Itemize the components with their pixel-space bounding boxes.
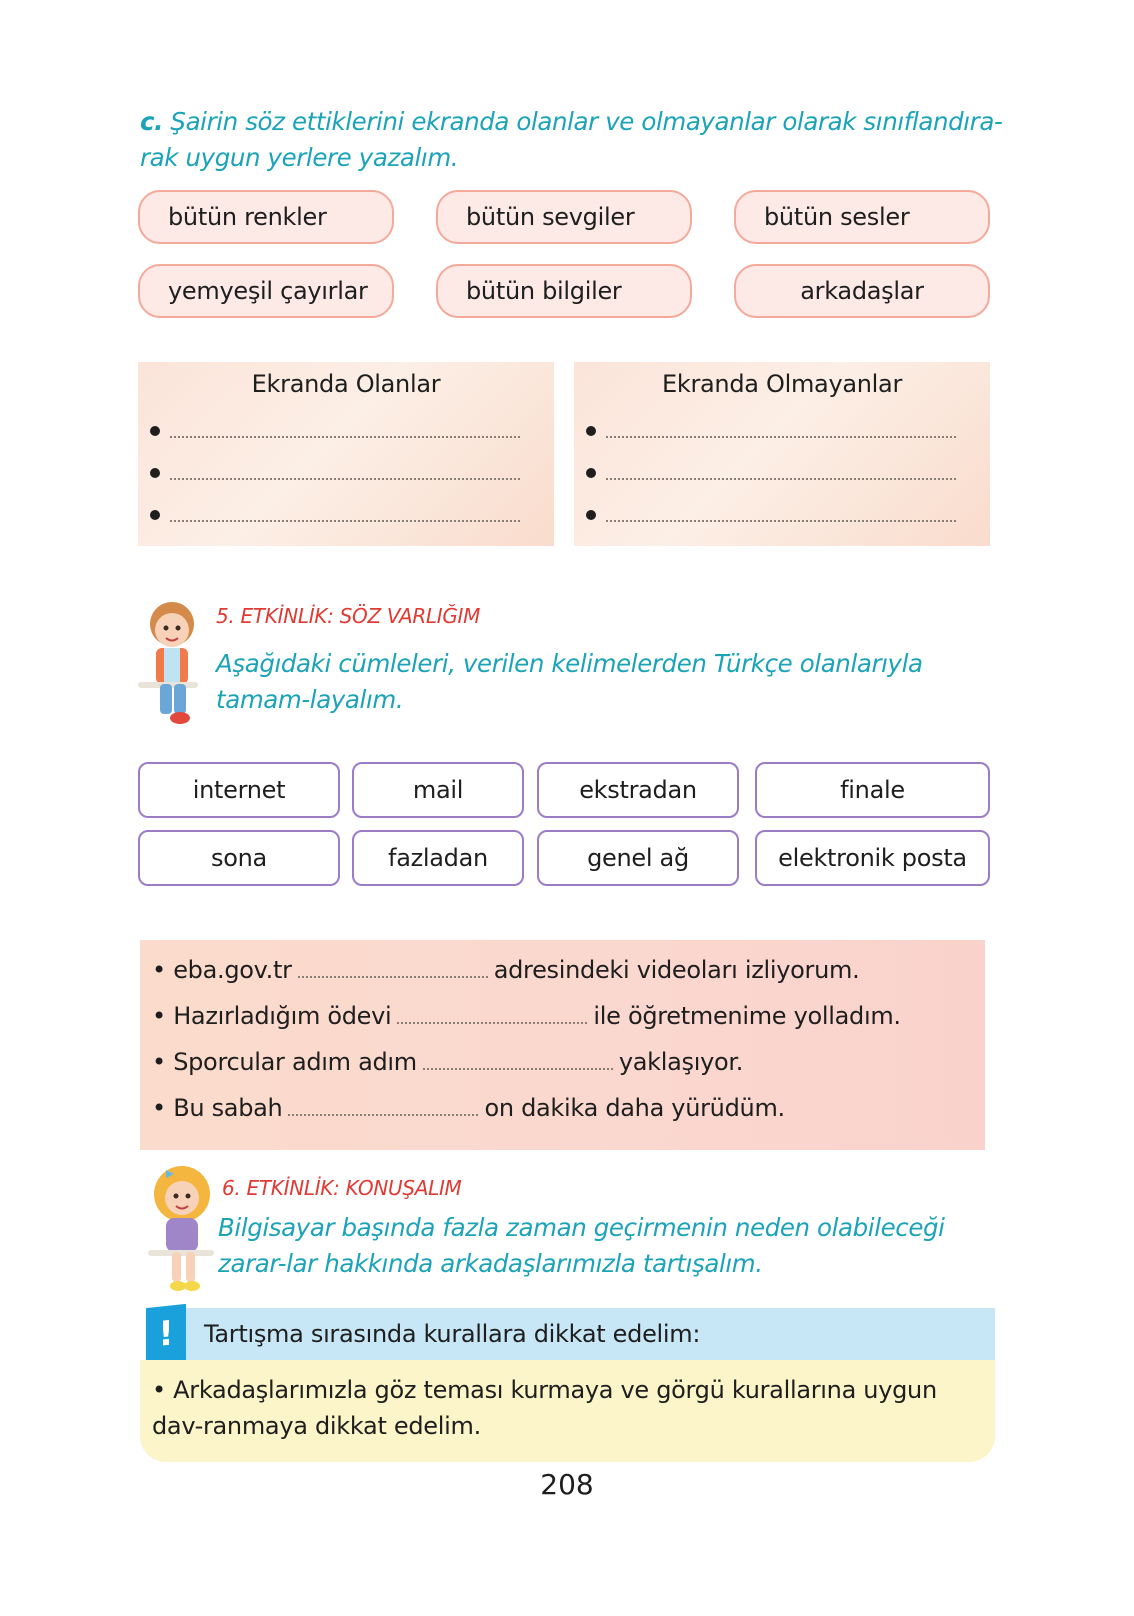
word-box: fazladan — [352, 830, 524, 886]
boy-character-illustration — [134, 598, 210, 728]
sentence-before: Bu sabah — [173, 1094, 283, 1122]
answer-line[interactable] — [586, 418, 956, 443]
word-box: internet — [138, 762, 340, 818]
sentence-after: adresindeki videoları izliyorum. — [493, 956, 860, 984]
sentence-after: ile öğretmenime yolladım. — [593, 1002, 901, 1030]
note-body-text: • Arkadaşlarımızla göz teması kurmaya ve görgü kurallarına uygun dav-ranmaya dikkat edelim. — [152, 1376, 937, 1440]
sentence-before: Sporcular adım adım — [173, 1048, 417, 1076]
blank-line[interactable] — [423, 1058, 613, 1070]
section-c-instruction — [140, 104, 1020, 176]
girl-character-illustration — [146, 1164, 220, 1294]
answer-line[interactable] — [150, 460, 520, 485]
note-title: Tartışma sırasında kurallara dikkat edelim: — [204, 1320, 701, 1348]
answer-line[interactable] — [586, 460, 956, 485]
answer-line[interactable] — [586, 502, 956, 527]
word-box: elektronik posta — [755, 830, 990, 886]
word-pill: bütün sesler — [734, 190, 990, 244]
activity-5-instruction: Aşağıdaki cümleleri, verilen kelimelerden Türkçe olanlarıyla tamam-layalım. — [216, 649, 923, 714]
word-box: mail — [352, 762, 524, 818]
word-pill: yemyeşil çayırlar — [138, 264, 394, 318]
sentence-before: Hazırladığım ödevi — [173, 1002, 392, 1030]
word-pill: bütün bilgiler — [436, 264, 692, 318]
page-number: 208 — [540, 1468, 594, 1501]
activity-6-title: 6. ETKİNLİK: KONUŞALIM — [222, 1176, 462, 1200]
blank-line[interactable] — [397, 1012, 587, 1024]
word-pill: bütün sevgiler — [436, 190, 692, 244]
activity-6-instruction: Bilgisayar başında fazla zaman geçirmenin neden olabileceği zarar-lar hakkında arkadaşlarımızla tartışalım. — [218, 1213, 945, 1278]
word-box: finale — [755, 762, 990, 818]
sentence-item: • Hazırladığım ödevi ile öğretmenime yolladım. — [152, 1002, 901, 1030]
answer-line[interactable] — [150, 502, 520, 527]
word-pill: arkadaşlar — [734, 264, 990, 318]
blank-line[interactable] — [288, 1104, 478, 1116]
column-title: Ekranda Olanlar — [251, 370, 441, 398]
word-box: ekstradan — [537, 762, 739, 818]
sentence-after: yaklaşıyor. — [618, 1048, 744, 1076]
word-box: genel ağ — [537, 830, 739, 886]
on-screen-list — [138, 362, 554, 546]
activity-5-title: 5. ETKİNLİK: SÖZ VARLIĞIM — [216, 604, 481, 628]
section-c-instruction-text: Şairin söz ettiklerini ekranda olanlar ve olmayanlar olarak sınıflandıra-rak uygun yerlere yazalım. — [140, 107, 1003, 172]
word-box: sona — [138, 830, 340, 886]
sentence-after: on dakika daha yürüdüm. — [484, 1094, 785, 1122]
sentence-item: • Bu sabah on dakika daha yürüdüm. — [152, 1094, 785, 1122]
sentence-panel — [140, 940, 985, 1150]
word-pill: bütün renkler — [138, 190, 394, 244]
note-body — [140, 1360, 995, 1462]
note-header — [180, 1308, 995, 1360]
blank-line[interactable] — [298, 966, 488, 978]
answer-line[interactable] — [150, 418, 520, 443]
off-screen-list — [574, 362, 990, 546]
exclamation-icon: ! — [146, 1304, 186, 1364]
column-title: Ekranda Olmayanlar — [661, 370, 903, 398]
sentence-before: eba.gov.tr — [173, 956, 292, 984]
section-c-label: c. — [140, 107, 164, 136]
sentence-item: • Sporcular adım adım yaklaşıyor. — [152, 1048, 744, 1076]
sentence-item: • eba.gov.tr adresindeki videoları izliyorum. — [152, 956, 860, 984]
